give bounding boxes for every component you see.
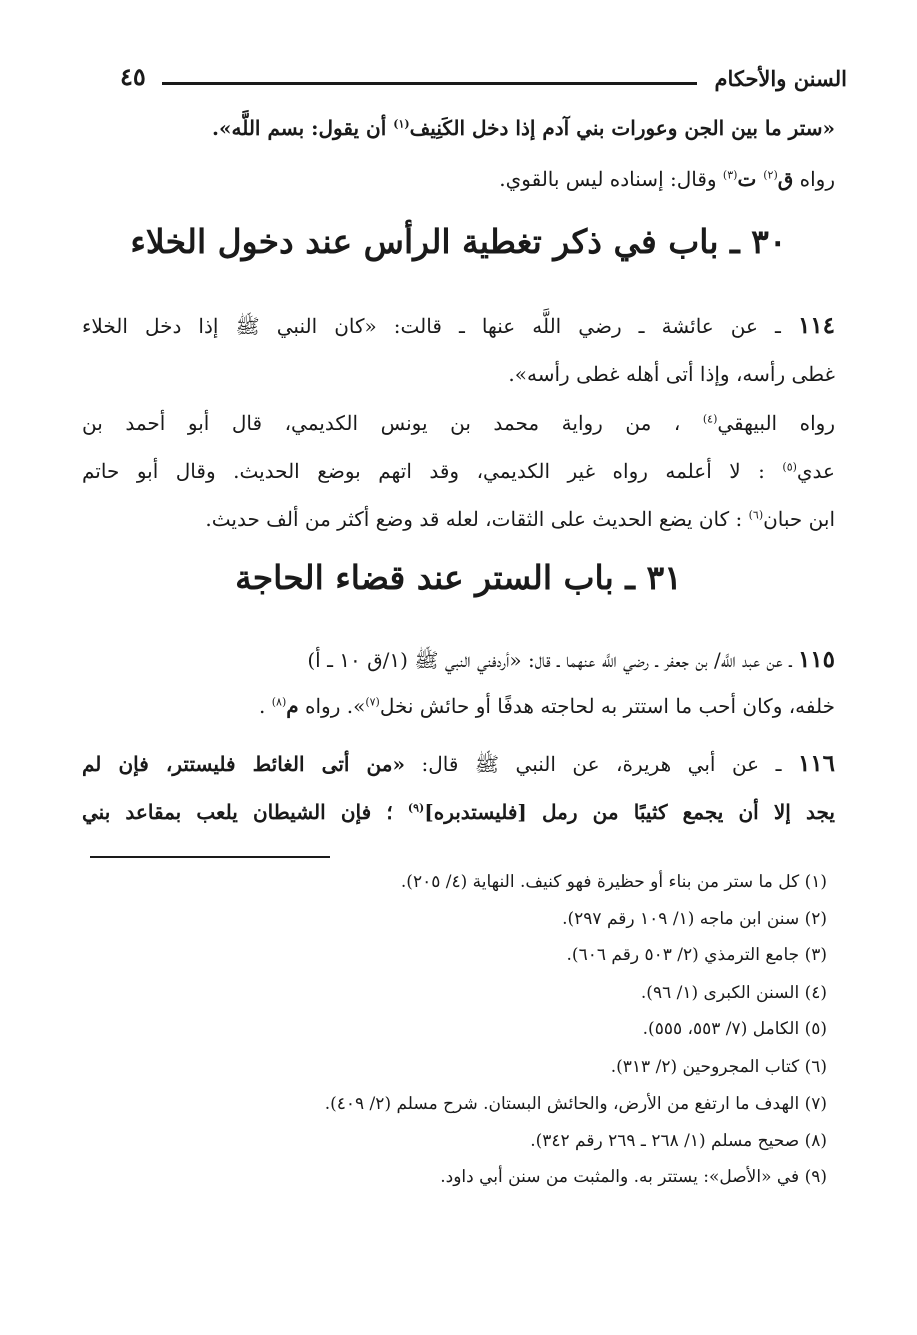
footnote-ref: (٣) xyxy=(722,168,738,182)
hadith-114-line-3: رواه البيهقي$^{(٤)}$ ، من رواية محمد بن يونس الكديمي، قال أبو أحمد بن xyxy=(82,411,835,435)
footnote-4: (٤) السنن الكبرى (١/ ٩٦). xyxy=(640,983,827,1003)
footnote-ref: (٧) xyxy=(365,695,380,709)
footnote-7: (٧) الهدف ما ارتفع من الأرض، والحائش البستان. شرح مسلم (٢/ ٤٠٩). xyxy=(324,1094,827,1114)
footnote-ref: (٩) xyxy=(407,801,425,815)
footnote-1: (١) كل ما ستر من بناء أو حظيرة فهو كنيف. النهاية (٤/ ٢٠٥). xyxy=(400,872,827,892)
hadith-number: ١١٥ xyxy=(797,646,835,673)
hadith-114-line-1: ١١٤ ـ عن عائشة ـ رضي اللَّه عنها ـ قالت: «كان النبي ﷺ إذا دخل الخلاء xyxy=(82,312,835,339)
footnote-6: (٦) كتاب المجروحين (٢/ ٣١٣). xyxy=(610,1057,827,1077)
hadith-114-line-2: غطى رأسه، وإذا أتى أهله غطى رأسه». xyxy=(508,362,835,386)
footnote-9: (٩) في «الأصل»: يستتر به. والمثبت من سنن أبي داود. xyxy=(440,1167,827,1187)
hadith-115-line-2: خلفه، وكان أحب ما استتر به لحاجته هدفًا أو حائش نخل$^{(٧)}$». رواه م$^{(٨)}$ . xyxy=(259,694,835,718)
footnote-ref: (١) xyxy=(393,117,410,131)
text-line-2: رواه ق$^{(٢)}$ ت$^{(٣)}$ وقال: إسناده ليس بالقوي. xyxy=(499,167,835,191)
hadith-116-line-2: يجد إلا أن يجمع كثيبًا من رمل [فليستدبره]$^{(٩)}$ ؛ فإن الشيطان يلعب بمقاعد بني xyxy=(82,800,835,824)
hadith-number: ١١٦ xyxy=(797,750,835,777)
hadith-number: ١١٤ xyxy=(797,312,835,339)
footnote-ref: (٤) xyxy=(702,412,718,426)
footnote-ref: (٥) xyxy=(782,460,797,474)
footnote-3: (٣) جامع الترمذي (٢/ ٥٠٣ رقم ٦٠٦). xyxy=(566,945,827,965)
running-title: السنن والأحكام xyxy=(714,66,847,91)
hadith-114-line-4: عدي$^{(٥)}$ : لا أعلمه رواه غير الكديمي، وقد اتهم بوضع الحديث. وقال أبو حاتم xyxy=(82,459,835,483)
section-heading-30: ٣٠ ـ باب في ذكر تغطية الرأس عند دخول الخلاء xyxy=(130,222,787,261)
hadith-116-line-1: ١١٦ ـ عن أبي هريرة، عن النبي ﷺ قال: «من أتى الغائط فليستتر، فإن لم xyxy=(82,750,835,777)
page-number: ٤٥ xyxy=(120,62,146,91)
footnote-ref: (٨) xyxy=(271,695,287,709)
text-line-1: «ستر ما بين الجن وعورات بني آدم إذا دخل الكَنِيف$^{(١)}$ أن يقول: بسم اللَّه». xyxy=(212,116,835,140)
hadith-115-line-1: ١١٥ ـ عن عبد اللَّه/ بن جعفر ـ رضي اللَّه عنهما ـ قال: «أردفني النبي ﷺ (١/ق ١٠ ـ أ) xyxy=(307,646,835,673)
footnote-5: (٥) الكامل (٧/ ٥٥٣، ٥٥٥). xyxy=(642,1019,827,1039)
running-header xyxy=(120,62,847,98)
header-rule xyxy=(162,82,697,85)
footnote-2: (٢) سنن ابن ماجه (١/ ١٠٩ رقم ٢٩٧). xyxy=(562,909,827,929)
footnote-8: (٨) صحيح مسلم (١/ ٢٦٨ ـ ٢٦٩ رقم ٣٤٢). xyxy=(530,1131,827,1151)
footnote-ref: (٦) xyxy=(748,508,764,522)
hadith-114-line-5: ابن حبان$^{(٦)}$ : كان يضع الحديث على الثقات، لعله قد وضع أكثر من ألف حديث. xyxy=(205,507,835,531)
section-heading-31: ٣١ ـ باب الستر عند قضاء الحاجة xyxy=(235,558,682,597)
footnote-separator xyxy=(90,856,330,858)
footnote-ref: (٢) xyxy=(763,168,778,182)
